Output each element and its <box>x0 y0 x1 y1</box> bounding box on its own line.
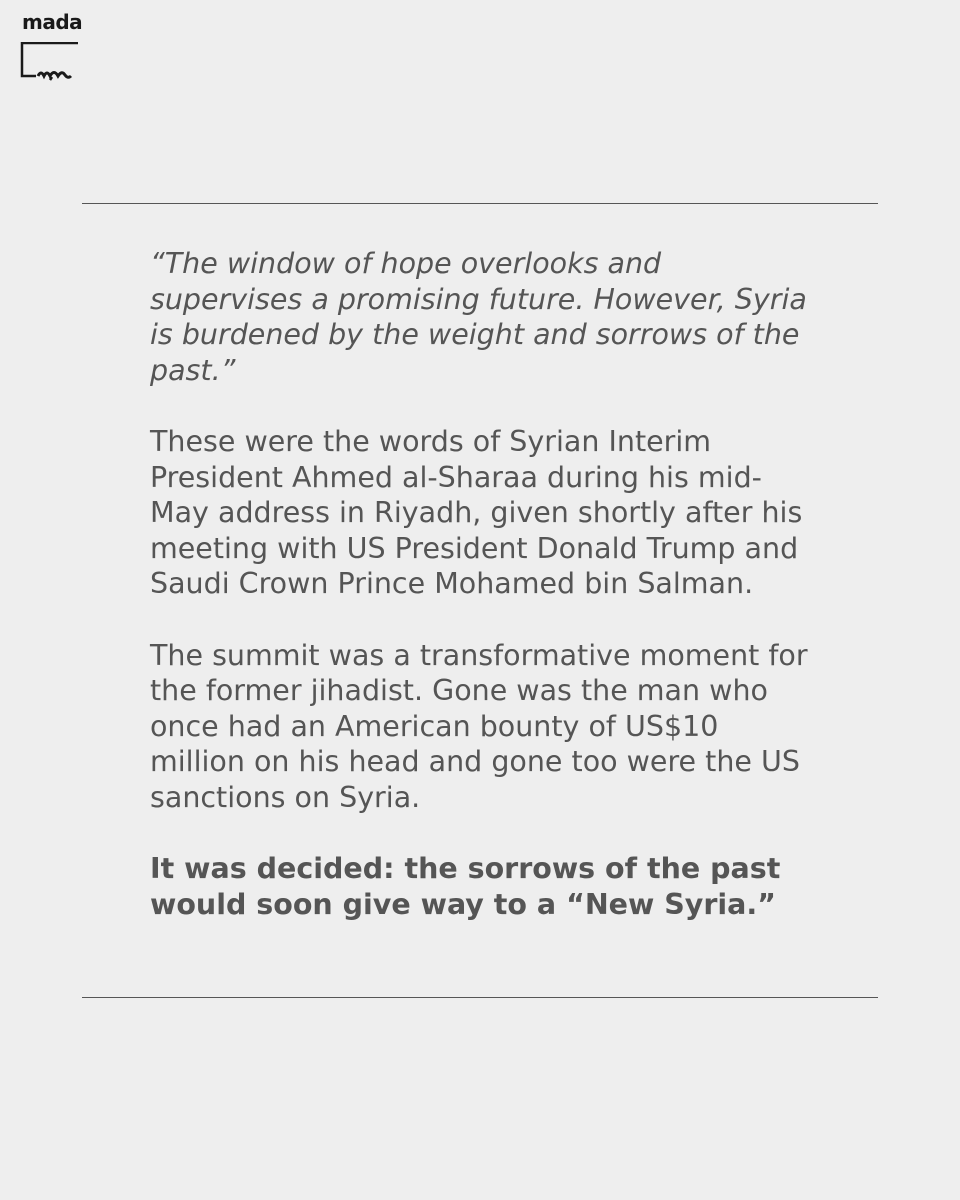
paragraph-intro: These were the words of Syrian Interim President Ahmed al-Sharaa during his mid-May address in Riyadh, given shortly after his meeting with US President Donald Trump and Saudi Crown Prince Mohamed bin Salman. <box>150 424 803 601</box>
mada-masr-logo <box>20 10 83 82</box>
logo-wordmark: mada <box>22 10 83 34</box>
pull-quote: “The window of hope overlooks and supervises a promising future. However, Syria is burdened by the weight and sorrows of the past.” <box>150 247 807 387</box>
paragraph-summit: The summit was a transformative moment for the former jihadist. Gone was the man who once had an American bounty of US$10 million on his head and gone too were the US sanctions on Syria. <box>150 638 808 814</box>
bottom-divider <box>82 997 878 998</box>
article-body <box>150 246 820 958</box>
conclusion-text: It was decided: the sorrows of the past would soon give way to a “New Syria.” <box>150 852 781 921</box>
mada-masr-logo-icon <box>20 42 80 82</box>
top-divider <box>82 203 878 204</box>
